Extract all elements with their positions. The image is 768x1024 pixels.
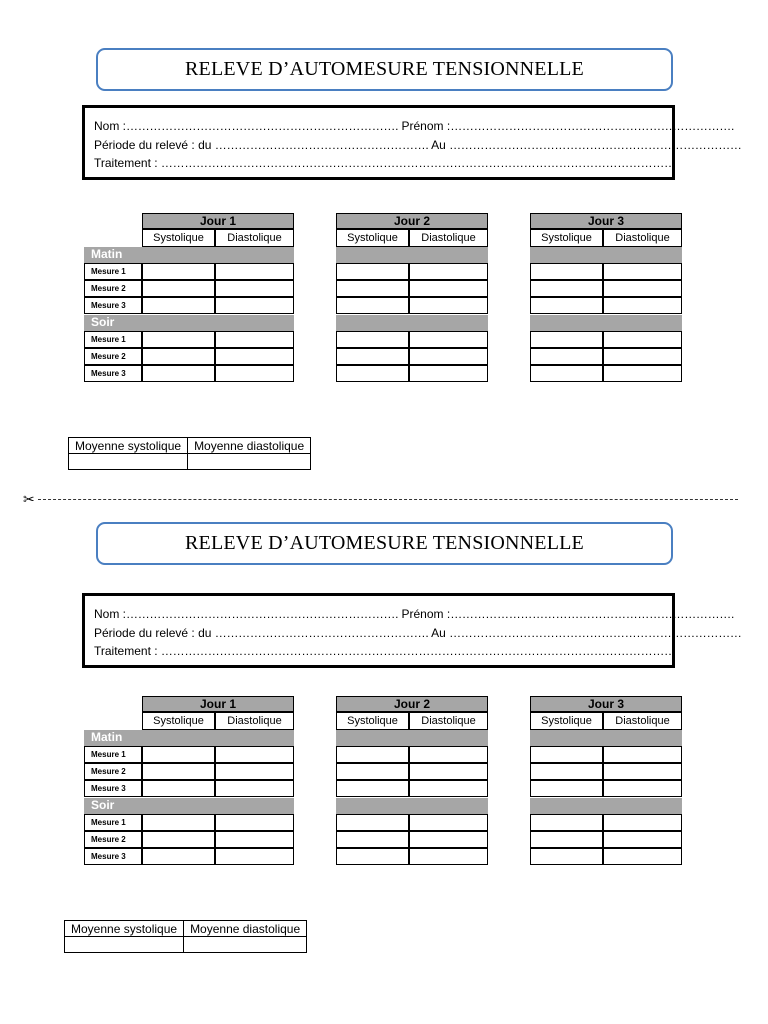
systolic-input-cell[interactable] bbox=[336, 780, 409, 797]
measure-row-label: Mesure 2 bbox=[84, 763, 142, 780]
day-header: Jour 1 bbox=[142, 696, 294, 712]
periode-to-field[interactable]: ………………………………………………………………… bbox=[449, 625, 742, 640]
page-title: RELEVE D’AUTOMESURE TENSIONNELLE bbox=[185, 532, 584, 554]
diastolic-input-cell[interactable] bbox=[603, 814, 682, 831]
measure-row-label: Mesure 3 bbox=[84, 297, 142, 314]
systolic-column-header: Systolique bbox=[142, 712, 215, 730]
systolic-column-header: Systolique bbox=[336, 712, 409, 730]
systolic-input-cell[interactable] bbox=[142, 848, 215, 865]
systolic-input-cell[interactable] bbox=[530, 763, 603, 780]
diastolic-column-header: Diastolique bbox=[409, 229, 488, 247]
page-title: RELEVE D’AUTOMESURE TENSIONNELLE bbox=[185, 58, 584, 80]
systolic-input-cell[interactable] bbox=[336, 814, 409, 831]
diastolic-input-cell[interactable] bbox=[215, 848, 294, 865]
nom-label: Nom : bbox=[94, 119, 127, 133]
diastolic-column-header: Diastolique bbox=[215, 229, 294, 247]
measure-row-label: Mesure 2 bbox=[84, 348, 142, 365]
diastolic-input-cell[interactable] bbox=[409, 746, 488, 763]
diastolic-column-header: Diastolique bbox=[409, 712, 488, 730]
measure-row-label: Mesure 1 bbox=[84, 331, 142, 348]
measure-row-label: Mesure 3 bbox=[84, 780, 142, 797]
prenom-label: Prénom : bbox=[401, 607, 451, 621]
diastolic-input-cell[interactable] bbox=[603, 780, 682, 797]
title-box bbox=[96, 522, 673, 565]
systolic-input-cell[interactable] bbox=[530, 848, 603, 865]
diastolic-input-cell[interactable] bbox=[215, 780, 294, 797]
systolic-column-header: Systolique bbox=[530, 229, 603, 247]
traitement-label: Traitement : bbox=[94, 644, 158, 658]
systolic-input-cell[interactable] bbox=[336, 848, 409, 865]
section-band bbox=[530, 798, 682, 814]
diastolic-input-cell[interactable] bbox=[603, 848, 682, 865]
section-label: Matin bbox=[84, 730, 294, 746]
traitement-field[interactable]: …………………………………………………………………………………………………………………… bbox=[160, 644, 676, 658]
prenom-field[interactable]: ………………………………………………………………. bbox=[450, 607, 735, 621]
measure-row-label: Mesure 3 bbox=[84, 365, 142, 382]
systolic-input-cell[interactable] bbox=[530, 814, 603, 831]
day-header: Jour 1 bbox=[142, 213, 294, 229]
measure-row-label: Mesure 2 bbox=[84, 280, 142, 297]
systolic-input-cell[interactable] bbox=[142, 780, 215, 797]
diastolic-column-header: Diastolique bbox=[215, 712, 294, 730]
systolic-input-cell[interactable] bbox=[336, 746, 409, 763]
systolic-input-cell[interactable] bbox=[336, 831, 409, 848]
systolic-input-cell[interactable] bbox=[142, 746, 215, 763]
nom-field[interactable]: ……………………………………………………………. bbox=[126, 607, 399, 621]
diastolic-column-header: Diastolique bbox=[603, 229, 682, 247]
treatment-line bbox=[94, 642, 676, 661]
prenom-field[interactable]: ………………………………………………………………. bbox=[450, 119, 735, 133]
diastolic-input-cell[interactable] bbox=[215, 831, 294, 848]
avg-diastolic-header: Moyenne diastolique bbox=[184, 921, 307, 937]
systolic-input-cell[interactable] bbox=[530, 831, 603, 848]
systolic-column-header: Systolique bbox=[530, 712, 603, 730]
diastolic-input-cell[interactable] bbox=[603, 763, 682, 780]
section-label: Soir bbox=[84, 798, 294, 814]
section-band bbox=[336, 798, 488, 814]
avg-systolic-header: Moyenne systolique bbox=[69, 438, 188, 454]
au-label: Au bbox=[431, 625, 446, 640]
section-label: Soir bbox=[84, 315, 294, 331]
diastolic-input-cell[interactable] bbox=[409, 831, 488, 848]
section-label: Matin bbox=[84, 247, 294, 263]
diastolic-input-cell[interactable] bbox=[603, 746, 682, 763]
traitement-field[interactable]: …………………………………………………………………………………………………………………… bbox=[160, 156, 676, 170]
diastolic-input-cell[interactable] bbox=[603, 831, 682, 848]
measure-row-label: Mesure 1 bbox=[84, 263, 142, 280]
scissors-icon: ✂ bbox=[23, 491, 35, 507]
periode-from-field[interactable]: ………………………………………………. bbox=[214, 137, 429, 152]
measure-row-label: Mesure 2 bbox=[84, 831, 142, 848]
periode-from-field[interactable]: ………………………………………………. bbox=[214, 625, 429, 640]
periode-to-field[interactable]: ………………………………………………………………… bbox=[449, 137, 742, 152]
periode-label: Période du relevé : du bbox=[94, 137, 212, 152]
diastolic-input-cell[interactable] bbox=[409, 763, 488, 780]
diastolic-input-cell[interactable] bbox=[215, 814, 294, 831]
diastolic-column-header: Diastolique bbox=[603, 712, 682, 730]
measure-row-label: Mesure 1 bbox=[84, 746, 142, 763]
diastolic-input-cell[interactable] bbox=[409, 848, 488, 865]
systolic-input-cell[interactable] bbox=[530, 780, 603, 797]
day-header: Jour 3 bbox=[530, 696, 682, 712]
prenom-label: Prénom : bbox=[401, 119, 451, 133]
diastolic-input-cell[interactable] bbox=[215, 763, 294, 780]
systolic-column-header: Systolique bbox=[142, 229, 215, 247]
section-band bbox=[336, 730, 488, 746]
day-header: Jour 2 bbox=[336, 696, 488, 712]
avg-diastolic-header: Moyenne diastolique bbox=[188, 438, 311, 454]
day-header: Jour 2 bbox=[336, 213, 488, 229]
name-line bbox=[94, 605, 735, 624]
averages-table bbox=[64, 920, 307, 953]
au-label: Au bbox=[431, 137, 446, 152]
systolic-input-cell[interactable] bbox=[336, 763, 409, 780]
diastolic-input-cell[interactable] bbox=[409, 780, 488, 797]
nom-field[interactable]: ……………………………………………………………. bbox=[126, 119, 399, 133]
systolic-column-header: Systolique bbox=[336, 229, 409, 247]
systolic-input-cell[interactable] bbox=[142, 763, 215, 780]
nom-label: Nom : bbox=[94, 607, 127, 621]
systolic-input-cell[interactable] bbox=[530, 746, 603, 763]
systolic-input-cell[interactable] bbox=[142, 814, 215, 831]
avg-diastolic-value[interactable] bbox=[184, 937, 307, 953]
diastolic-input-cell[interactable] bbox=[409, 814, 488, 831]
measure-row-label: Mesure 3 bbox=[84, 848, 142, 865]
avg-systolic-value[interactable] bbox=[65, 937, 184, 953]
systolic-input-cell[interactable] bbox=[142, 831, 215, 848]
measure-row-label: Mesure 1 bbox=[84, 814, 142, 831]
avg-systolic-header: Moyenne systolique bbox=[65, 921, 184, 937]
day-header: Jour 3 bbox=[530, 213, 682, 229]
section-band bbox=[530, 730, 682, 746]
traitement-label: Traitement : bbox=[94, 156, 158, 170]
period-line bbox=[94, 624, 742, 643]
diastolic-input-cell[interactable] bbox=[215, 746, 294, 763]
patient-info-box bbox=[82, 593, 742, 668]
periode-label: Période du relevé : du bbox=[94, 625, 212, 640]
